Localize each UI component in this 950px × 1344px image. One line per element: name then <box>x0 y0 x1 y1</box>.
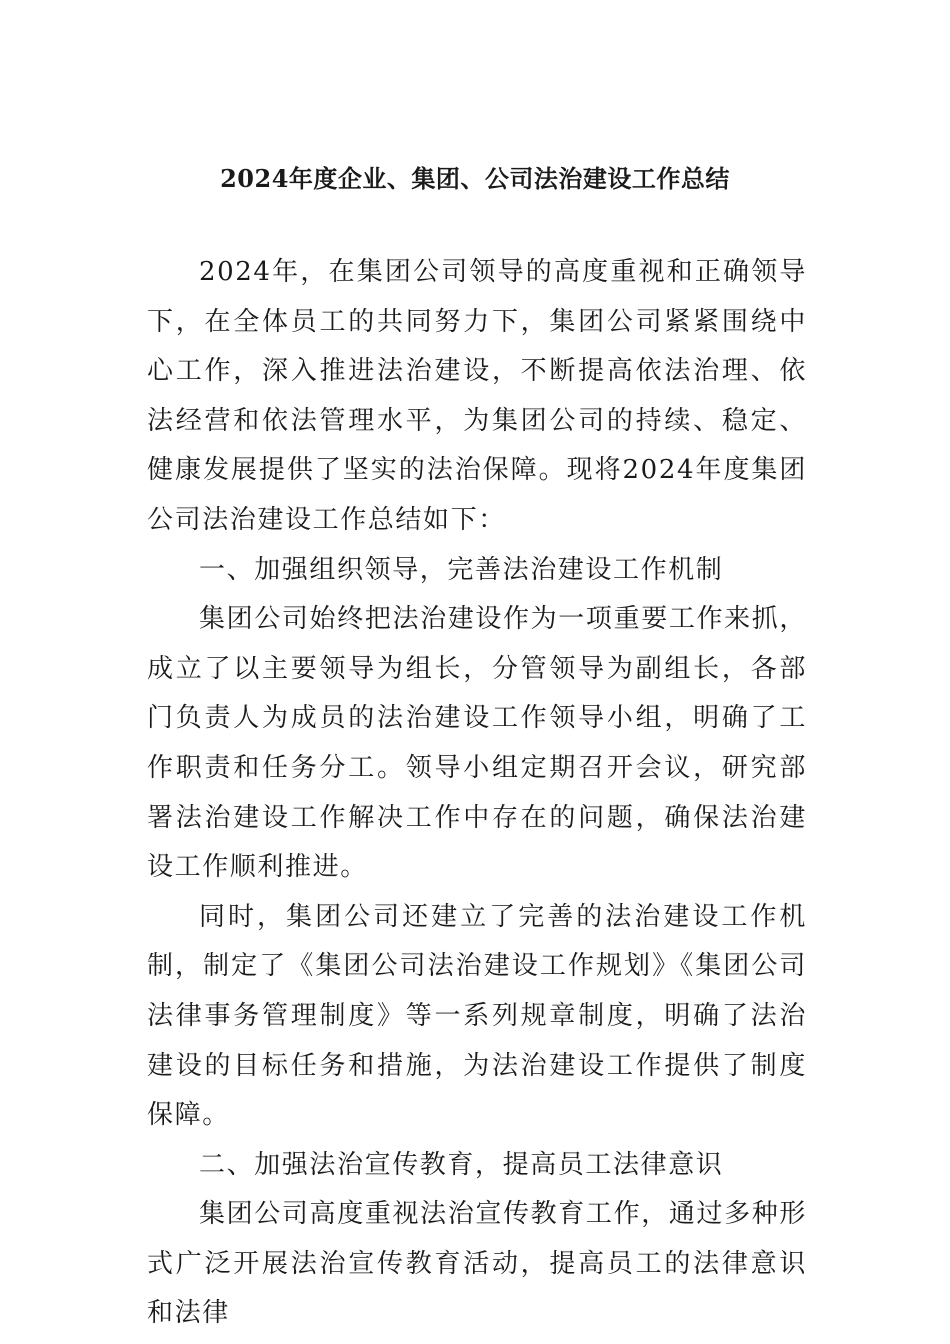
section-heading-2: 二、加强法治宣传教育，提高员工法律意识 <box>199 1149 724 1180</box>
section-heading-1: 一、加强组织领导，完善法治建设工作机制 <box>199 554 724 585</box>
intro-paragraph: 2024年，在集团公司领导的高度重视和正确领导下，在全体员工的共同努力下，集团公司紧紧围绕中心工作，深入推进法治建设，不断提高依法治理、依法经营和依法管理水平，为集团公司的持续、稳定、健康发展提供了坚实的法治保障。现将2024年度集团公司法治建设工作总结如下： <box>147 257 807 535</box>
section-2-paragraph-1: 集团公司高度重视法治宣传教育工作，通过多种形式广泛开展法治宣传教育活动，提高员工的法律意识和法律 <box>147 1199 807 1329</box>
document-title: 2024年度企业、集团、公司法治建设工作总结 <box>220 164 730 193</box>
document-body <box>147 248 807 1339</box>
section-1-paragraph-2: 同时，集团公司还建立了完善的法治建设工作机制，制定了《集团公司法治建设工作规划》《集团公司法律事务管理制度》等一系列规章制度，明确了法治建设的目标任务和措施，为法治建设工作提供了制度保障。 <box>147 901 807 1131</box>
section-1-paragraph-1: 集团公司始终把法治建设作为一项重要工作来抓，成立了以主要领导为组长，分管领导为副组长，各部门负责人为成员的法治建设工作领导小组，明确了工作职责和任务分工。领导小组定期召开会议，研究部署法治建设工作解决工作中存在的问题，确保法治建设工作顺利推进。 <box>147 604 807 883</box>
